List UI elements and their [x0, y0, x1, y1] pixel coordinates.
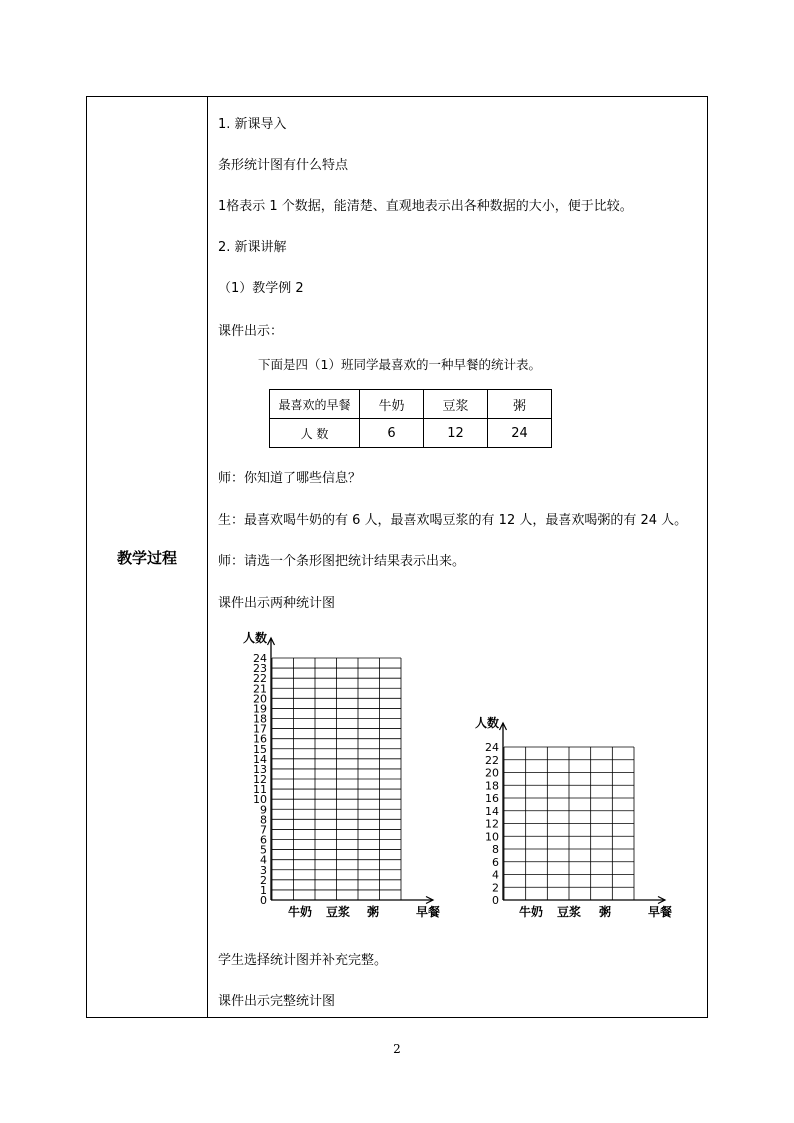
- table-cell: 最喜欢的早餐: [270, 390, 360, 419]
- text-line-answer: 1格表示 1 个数据，能清楚、直观地表示出各种数据的大小，便于比较。: [218, 199, 633, 214]
- table-intro: 下面是四（1）班同学最喜欢的一种早餐的统计表。: [258, 357, 541, 372]
- y-tick-label: 24: [485, 741, 499, 754]
- x-tick-label: 粥: [598, 905, 612, 919]
- table-cell: 6: [360, 419, 424, 448]
- y-tick-label: 19: [253, 702, 267, 716]
- x-tick-label: 豆浆: [325, 905, 351, 919]
- y-tick-label: 10: [485, 830, 499, 844]
- text-line-intro-heading: 1. 新课导入: [218, 117, 287, 132]
- y-tick-label: 0: [260, 894, 267, 907]
- text-line-student-answer: 生：最喜欢喝牛奶的有 6 人，最喜欢喝豆浆的有 12 人，最喜欢喝粥的有 24 人。: [218, 513, 688, 528]
- y-tick-label: 20: [253, 692, 267, 706]
- y-tick-label: 6: [260, 833, 267, 847]
- y-tick-label: 18: [253, 712, 267, 726]
- y-tick-label: 13: [253, 762, 267, 776]
- text-line-student-task: 学生选择统计图并补充完整。: [218, 953, 388, 968]
- y-tick-label: 0: [492, 894, 499, 907]
- x-tick-label: 牛奶: [518, 905, 544, 919]
- y-tick-label: 10: [253, 793, 267, 807]
- page-number: 2: [393, 1042, 401, 1056]
- text-line-teacher-question: 师：你知道了哪些信息？: [218, 471, 362, 486]
- text-line-new-lesson: 2. 新课讲解: [218, 240, 287, 255]
- text-line-teacher-instruction: 师：请选一个条形图把统计结果表示出来。: [218, 554, 466, 569]
- y-tick-label: 22: [485, 753, 499, 767]
- y-tick-label: 4: [260, 853, 267, 867]
- y-tick-label: 9: [260, 803, 267, 817]
- y-tick-label: 24: [253, 652, 267, 665]
- y-tick-label: 12: [485, 817, 499, 831]
- y-tick-label: 12: [253, 773, 267, 786]
- y-tick-label: 21: [253, 682, 267, 696]
- table-cell: 粥: [488, 390, 552, 419]
- table-cell: 人 数: [270, 419, 360, 448]
- table-cell: 豆浆: [424, 390, 488, 419]
- y-tick-label: 23: [253, 662, 267, 676]
- y-axis-label: 人数: [474, 716, 499, 730]
- y-tick-label: 8: [492, 843, 499, 856]
- y-tick-label: 16: [485, 792, 499, 805]
- x-tick-label: 牛奶: [287, 905, 313, 919]
- y-tick-label: 20: [485, 766, 499, 780]
- table-cell: 12: [424, 419, 488, 448]
- y-tick-label: 1: [260, 883, 267, 897]
- y-tick-label: 15: [253, 742, 267, 756]
- text-line-question: 条形统计图有什么特点: [218, 158, 349, 173]
- y-tick-label: 7: [260, 823, 267, 837]
- x-axis-label: 早餐: [415, 905, 441, 919]
- text-line-show-complete-chart: 课件出示完整统计图: [218, 994, 336, 1009]
- y-tick-label: 4: [492, 868, 499, 882]
- text-line-example: （1）教学例 2: [218, 281, 304, 296]
- y-tick-label: 18: [485, 779, 499, 793]
- x-tick-label: 粥: [366, 905, 380, 919]
- x-tick-label: 豆浆: [556, 905, 582, 919]
- table-cell: 牛奶: [360, 390, 424, 419]
- y-tick-label: 11: [253, 783, 267, 797]
- text-line-courseware: 课件出示：: [218, 324, 284, 339]
- y-tick-label: 22: [253, 672, 267, 686]
- y-tick-label: 14: [485, 804, 499, 818]
- y-axis-label: 人数: [242, 631, 267, 645]
- x-axis-label: 早餐: [647, 905, 673, 919]
- y-tick-label: 6: [492, 855, 499, 869]
- y-tick-label: 5: [260, 843, 267, 857]
- y-tick-label: 17: [253, 722, 267, 736]
- y-tick-label: 2: [260, 873, 267, 887]
- section-label: 教学过程: [116, 549, 177, 567]
- y-tick-label: 14: [253, 752, 267, 766]
- text-line-show-charts: 课件出示两种统计图: [218, 596, 336, 611]
- table-cell: 24: [488, 419, 552, 448]
- y-tick-label: 3: [260, 863, 267, 877]
- y-tick-label: 2: [492, 881, 499, 895]
- y-tick-label: 16: [253, 732, 267, 746]
- y-tick-label: 8: [260, 813, 267, 827]
